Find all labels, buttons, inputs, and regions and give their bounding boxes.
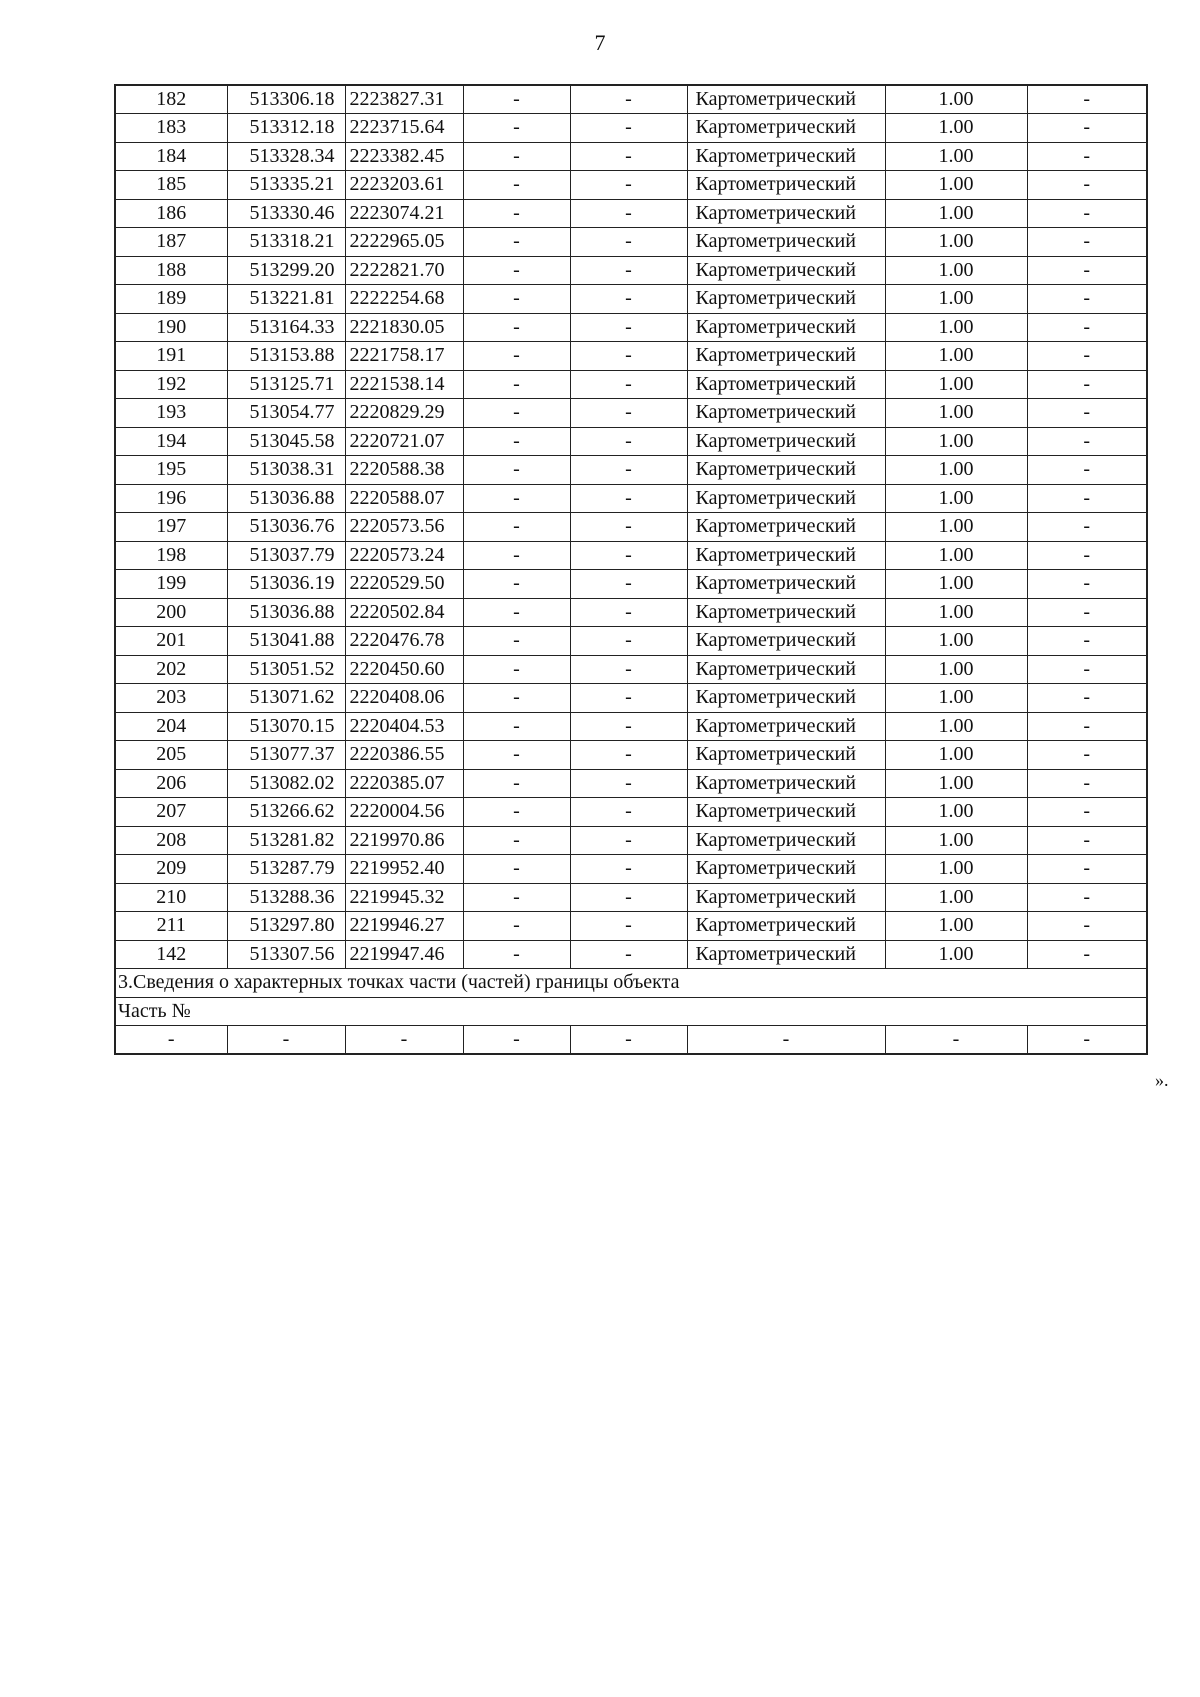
table-row: [115, 199, 1147, 228]
method-cell: Картометрический: [687, 484, 885, 513]
y-coordinate-cell: 2220404.53: [345, 712, 463, 741]
y-coordinate-cell: 2219946.27: [345, 912, 463, 941]
table-row: [115, 798, 1147, 827]
y-existing-cell: -: [570, 627, 687, 656]
method-cell: Картометрический: [687, 370, 885, 399]
method-cell: Картометрический: [687, 313, 885, 342]
x-existing-cell: -: [463, 798, 570, 827]
y-existing-cell: -: [570, 912, 687, 941]
point-number-cell: 192: [115, 370, 227, 399]
accuracy-cell: 1.00: [885, 85, 1027, 114]
y-coordinate-cell: 2220573.56: [345, 513, 463, 542]
accuracy-cell: 1.00: [885, 342, 1027, 371]
point-number-cell: 206: [115, 769, 227, 798]
description-cell: -: [1027, 456, 1147, 485]
x-coordinate-cell: 513054.77: [227, 399, 345, 428]
method-cell: Картометрический: [687, 912, 885, 941]
description-cell: -: [1027, 598, 1147, 627]
table-row: [115, 171, 1147, 200]
point-number-cell: 199: [115, 570, 227, 599]
y-coordinate-cell: 2223382.45: [345, 142, 463, 171]
table-row: [115, 427, 1147, 456]
y-coordinate-cell: 2220386.55: [345, 741, 463, 770]
accuracy-cell: 1.00: [885, 826, 1027, 855]
y-existing-cell: -: [570, 883, 687, 912]
description-cell: -: [1027, 228, 1147, 257]
x-coordinate-cell: 513164.33: [227, 313, 345, 342]
method-cell: Картометрический: [687, 684, 885, 713]
accuracy-cell: 1.00: [885, 513, 1027, 542]
x-coordinate-cell: 513330.46: [227, 199, 345, 228]
x-existing-cell: -: [463, 769, 570, 798]
y-coordinate-cell: 2223074.21: [345, 199, 463, 228]
y-existing-cell: -: [570, 684, 687, 713]
x-existing-cell: -: [463, 741, 570, 770]
description-cell: -: [1027, 855, 1147, 884]
accuracy-cell: 1.00: [885, 570, 1027, 599]
y-coordinate-cell: 2219947.46: [345, 940, 463, 969]
table-row: [115, 598, 1147, 627]
method-cell: Картометрический: [687, 285, 885, 314]
x-coordinate-cell: 513125.71: [227, 370, 345, 399]
description-cell: -: [1027, 370, 1147, 399]
description-cell: -: [1027, 256, 1147, 285]
point-number-cell: 186: [115, 199, 227, 228]
table-row: [115, 85, 1147, 114]
y-coordinate-cell: 2222965.05: [345, 228, 463, 257]
point-number-cell: 184: [115, 142, 227, 171]
x-existing-cell: -: [463, 826, 570, 855]
y-existing-cell: -: [570, 199, 687, 228]
x-coordinate-cell: 513312.18: [227, 114, 345, 143]
point-number-cell: 211: [115, 912, 227, 941]
y-coordinate-cell: 2222821.70: [345, 256, 463, 285]
accuracy-cell: 1.00: [885, 541, 1027, 570]
x-coordinate-cell: 513036.88: [227, 484, 345, 513]
y-coordinate-cell: 2222254.68: [345, 285, 463, 314]
method-cell: Картометрический: [687, 513, 885, 542]
accuracy-cell: 1.00: [885, 855, 1027, 884]
y-coordinate-cell: 2220385.07: [345, 769, 463, 798]
x-coordinate-cell: 513071.62: [227, 684, 345, 713]
y-coordinate-cell: 2220573.24: [345, 541, 463, 570]
description-cell: -: [1027, 883, 1147, 912]
table-row: [115, 256, 1147, 285]
y-existing-cell: -: [570, 798, 687, 827]
y-existing-cell: -: [570, 399, 687, 428]
description-cell: -: [1027, 769, 1147, 798]
accuracy-cell: 1.00: [885, 684, 1027, 713]
method-cell: Картометрический: [687, 142, 885, 171]
table-row: [115, 769, 1147, 798]
accuracy-cell: 1.00: [885, 285, 1027, 314]
table-row: [115, 342, 1147, 371]
table-body: [115, 85, 1147, 1054]
method-cell: Картометрический: [687, 855, 885, 884]
x-coordinate-cell: 513038.31: [227, 456, 345, 485]
x-coordinate-cell: 513077.37: [227, 741, 345, 770]
part-number-label: Часть №: [115, 997, 1147, 1026]
y-coordinate-cell: 2219945.32: [345, 883, 463, 912]
method-cell: Картометрический: [687, 342, 885, 371]
empty-cell: -: [227, 1026, 345, 1055]
table-row: [115, 142, 1147, 171]
x-coordinate-cell: 513045.58: [227, 427, 345, 456]
method-cell: Картометрический: [687, 570, 885, 599]
x-existing-cell: -: [463, 199, 570, 228]
x-existing-cell: -: [463, 855, 570, 884]
x-existing-cell: -: [463, 256, 570, 285]
y-coordinate-cell: 2220588.38: [345, 456, 463, 485]
x-existing-cell: -: [463, 313, 570, 342]
description-cell: -: [1027, 940, 1147, 969]
accuracy-cell: 1.00: [885, 228, 1027, 257]
y-coordinate-cell: 2220721.07: [345, 427, 463, 456]
method-cell: Картометрический: [687, 114, 885, 143]
y-coordinate-cell: 2220502.84: [345, 598, 463, 627]
accuracy-cell: 1.00: [885, 171, 1027, 200]
x-coordinate-cell: 513037.79: [227, 541, 345, 570]
x-existing-cell: -: [463, 684, 570, 713]
accuracy-cell: 1.00: [885, 256, 1027, 285]
method-cell: Картометрический: [687, 798, 885, 827]
x-existing-cell: -: [463, 228, 570, 257]
y-existing-cell: -: [570, 855, 687, 884]
method-cell: Картометрический: [687, 741, 885, 770]
x-coordinate-cell: 513287.79: [227, 855, 345, 884]
method-cell: Картометрический: [687, 826, 885, 855]
method-cell: Картометрический: [687, 598, 885, 627]
method-cell: Картометрический: [687, 940, 885, 969]
y-coordinate-cell: 2221830.05: [345, 313, 463, 342]
method-cell: Картометрический: [687, 399, 885, 428]
accuracy-cell: 1.00: [885, 427, 1027, 456]
y-existing-cell: -: [570, 228, 687, 257]
x-coordinate-cell: 513306.18: [227, 85, 345, 114]
x-coordinate-cell: 513051.52: [227, 655, 345, 684]
part-label-row: [115, 997, 1147, 1026]
y-existing-cell: -: [570, 826, 687, 855]
x-existing-cell: -: [463, 655, 570, 684]
description-cell: -: [1027, 655, 1147, 684]
x-existing-cell: -: [463, 456, 570, 485]
description-cell: -: [1027, 85, 1147, 114]
point-number-cell: 200: [115, 598, 227, 627]
method-cell: Картометрический: [687, 883, 885, 912]
description-cell: -: [1027, 285, 1147, 314]
point-number-cell: 194: [115, 427, 227, 456]
table-row: [115, 855, 1147, 884]
y-coordinate-cell: 2220004.56: [345, 798, 463, 827]
point-number-cell: 203: [115, 684, 227, 713]
accuracy-cell: 1.00: [885, 313, 1027, 342]
empty-cell: -: [345, 1026, 463, 1055]
y-existing-cell: -: [570, 598, 687, 627]
description-cell: -: [1027, 513, 1147, 542]
description-cell: -: [1027, 627, 1147, 656]
table-row: [115, 456, 1147, 485]
table-row: [115, 114, 1147, 143]
description-cell: -: [1027, 741, 1147, 770]
accuracy-cell: 1.00: [885, 114, 1027, 143]
x-coordinate-cell: 513328.34: [227, 142, 345, 171]
y-existing-cell: -: [570, 85, 687, 114]
y-existing-cell: -: [570, 513, 687, 542]
point-number-cell: 202: [115, 655, 227, 684]
x-existing-cell: -: [463, 484, 570, 513]
accuracy-cell: 1.00: [885, 883, 1027, 912]
accuracy-cell: 1.00: [885, 598, 1027, 627]
x-existing-cell: -: [463, 85, 570, 114]
y-existing-cell: -: [570, 114, 687, 143]
point-number-cell: 208: [115, 826, 227, 855]
y-coordinate-cell: 2220408.06: [345, 684, 463, 713]
y-coordinate-cell: 2219952.40: [345, 855, 463, 884]
x-existing-cell: -: [463, 598, 570, 627]
method-cell: Картометрический: [687, 199, 885, 228]
x-existing-cell: -: [463, 912, 570, 941]
description-cell: -: [1027, 142, 1147, 171]
y-existing-cell: -: [570, 427, 687, 456]
table-row: [115, 912, 1147, 941]
x-existing-cell: -: [463, 541, 570, 570]
y-existing-cell: -: [570, 256, 687, 285]
table-row: [115, 826, 1147, 855]
point-number-cell: 197: [115, 513, 227, 542]
method-cell: Картометрический: [687, 456, 885, 485]
point-number-cell: 190: [115, 313, 227, 342]
description-cell: -: [1027, 912, 1147, 941]
x-existing-cell: -: [463, 285, 570, 314]
accuracy-cell: 1.00: [885, 940, 1027, 969]
accuracy-cell: 1.00: [885, 399, 1027, 428]
accuracy-cell: 1.00: [885, 484, 1027, 513]
x-existing-cell: -: [463, 712, 570, 741]
accuracy-cell: 1.00: [885, 199, 1027, 228]
accuracy-cell: 1.00: [885, 741, 1027, 770]
method-cell: Картометрический: [687, 427, 885, 456]
empty-cell: -: [687, 1026, 885, 1055]
x-coordinate-cell: 513221.81: [227, 285, 345, 314]
accuracy-cell: 1.00: [885, 655, 1027, 684]
x-coordinate-cell: 513297.80: [227, 912, 345, 941]
x-coordinate-cell: 513036.19: [227, 570, 345, 599]
accuracy-cell: 1.00: [885, 456, 1027, 485]
description-cell: -: [1027, 541, 1147, 570]
y-existing-cell: -: [570, 142, 687, 171]
method-cell: Картометрический: [687, 627, 885, 656]
section-title-row: [115, 969, 1147, 998]
method-cell: Картометрический: [687, 541, 885, 570]
accuracy-cell: 1.00: [885, 712, 1027, 741]
y-coordinate-cell: 2220450.60: [345, 655, 463, 684]
method-cell: Картометрический: [687, 228, 885, 257]
y-coordinate-cell: 2220588.07: [345, 484, 463, 513]
y-coordinate-cell: 2223827.31: [345, 85, 463, 114]
page-number: 7: [594, 30, 606, 55]
description-cell: -: [1027, 427, 1147, 456]
coordinates-table: [114, 84, 1148, 1055]
x-coordinate-cell: 513266.62: [227, 798, 345, 827]
table-row: [115, 684, 1147, 713]
y-coordinate-cell: 2220476.78: [345, 627, 463, 656]
x-coordinate-cell: 513318.21: [227, 228, 345, 257]
x-existing-cell: -: [463, 171, 570, 200]
point-number-cell: 207: [115, 798, 227, 827]
y-existing-cell: -: [570, 313, 687, 342]
y-coordinate-cell: 2219970.86: [345, 826, 463, 855]
point-number-cell: 187: [115, 228, 227, 257]
table-row: [115, 484, 1147, 513]
x-coordinate-cell: 513082.02: [227, 769, 345, 798]
description-cell: -: [1027, 342, 1147, 371]
point-number-cell: 209: [115, 855, 227, 884]
y-coordinate-cell: 2220829.29: [345, 399, 463, 428]
description-cell: -: [1027, 712, 1147, 741]
table-row: [115, 940, 1147, 969]
method-cell: Картометрический: [687, 769, 885, 798]
point-number-cell: 183: [115, 114, 227, 143]
x-coordinate-cell: 513299.20: [227, 256, 345, 285]
point-number-cell: 182: [115, 85, 227, 114]
table-row: [115, 570, 1147, 599]
point-number-cell: 142: [115, 940, 227, 969]
point-number-cell: 204: [115, 712, 227, 741]
y-existing-cell: -: [570, 342, 687, 371]
point-number-cell: 196: [115, 484, 227, 513]
empty-cell: -: [570, 1026, 687, 1055]
x-existing-cell: -: [463, 114, 570, 143]
table-row: [115, 313, 1147, 342]
point-number-cell: 201: [115, 627, 227, 656]
x-coordinate-cell: 513307.56: [227, 940, 345, 969]
table-row: [115, 285, 1147, 314]
y-existing-cell: -: [570, 370, 687, 399]
x-coordinate-cell: 513036.76: [227, 513, 345, 542]
x-existing-cell: -: [463, 370, 570, 399]
table-row: [115, 541, 1147, 570]
table-row: [115, 370, 1147, 399]
closing-quote-mark: ».: [1155, 1070, 1169, 1090]
description-cell: -: [1027, 570, 1147, 599]
point-number-cell: 193: [115, 399, 227, 428]
x-existing-cell: -: [463, 940, 570, 969]
accuracy-cell: 1.00: [885, 142, 1027, 171]
description-cell: -: [1027, 114, 1147, 143]
y-existing-cell: -: [570, 456, 687, 485]
y-existing-cell: -: [570, 712, 687, 741]
y-coordinate-cell: 2223715.64: [345, 114, 463, 143]
empty-cell: -: [463, 1026, 570, 1055]
x-existing-cell: -: [463, 513, 570, 542]
x-coordinate-cell: 513036.88: [227, 598, 345, 627]
x-coordinate-cell: 513070.15: [227, 712, 345, 741]
empty-cell: -: [1027, 1026, 1147, 1055]
y-existing-cell: -: [570, 570, 687, 599]
accuracy-cell: 1.00: [885, 769, 1027, 798]
point-number-cell: 189: [115, 285, 227, 314]
table-row: [115, 228, 1147, 257]
x-existing-cell: -: [463, 883, 570, 912]
y-existing-cell: -: [570, 940, 687, 969]
method-cell: Картометрический: [687, 655, 885, 684]
table-row: [115, 712, 1147, 741]
y-existing-cell: -: [570, 285, 687, 314]
table-row: [115, 399, 1147, 428]
table-row: [115, 741, 1147, 770]
description-cell: -: [1027, 399, 1147, 428]
method-cell: Картометрический: [687, 85, 885, 114]
table-row: [115, 655, 1147, 684]
y-existing-cell: -: [570, 741, 687, 770]
y-existing-cell: -: [570, 655, 687, 684]
accuracy-cell: 1.00: [885, 627, 1027, 656]
x-coordinate-cell: 513041.88: [227, 627, 345, 656]
point-number-cell: 191: [115, 342, 227, 371]
x-coordinate-cell: 513281.82: [227, 826, 345, 855]
y-existing-cell: -: [570, 171, 687, 200]
table-row: [115, 627, 1147, 656]
x-existing-cell: -: [463, 570, 570, 599]
point-number-cell: 195: [115, 456, 227, 485]
description-cell: -: [1027, 199, 1147, 228]
point-number-cell: 205: [115, 741, 227, 770]
y-existing-cell: -: [570, 769, 687, 798]
section-title: 3.Сведения о характерных точках части (частей) границы объекта: [115, 969, 1147, 998]
method-cell: Картометрический: [687, 256, 885, 285]
y-coordinate-cell: 2220529.50: [345, 570, 463, 599]
description-cell: -: [1027, 684, 1147, 713]
x-coordinate-cell: 513335.21: [227, 171, 345, 200]
method-cell: Картометрический: [687, 171, 885, 200]
x-existing-cell: -: [463, 627, 570, 656]
x-existing-cell: -: [463, 427, 570, 456]
empty-cell: -: [885, 1026, 1027, 1055]
accuracy-cell: 1.00: [885, 798, 1027, 827]
description-cell: -: [1027, 171, 1147, 200]
description-cell: -: [1027, 826, 1147, 855]
y-coordinate-cell: 2221758.17: [345, 342, 463, 371]
method-cell: Картометрический: [687, 712, 885, 741]
y-coordinate-cell: 2221538.14: [345, 370, 463, 399]
accuracy-cell: 1.00: [885, 912, 1027, 941]
table-row: [115, 883, 1147, 912]
empty-part-row: [115, 1026, 1147, 1055]
description-cell: -: [1027, 798, 1147, 827]
table-row: [115, 513, 1147, 542]
description-cell: -: [1027, 484, 1147, 513]
x-existing-cell: -: [463, 399, 570, 428]
y-coordinate-cell: 2223203.61: [345, 171, 463, 200]
x-existing-cell: -: [463, 142, 570, 171]
point-number-cell: 210: [115, 883, 227, 912]
accuracy-cell: 1.00: [885, 370, 1027, 399]
x-coordinate-cell: 513153.88: [227, 342, 345, 371]
point-number-cell: 188: [115, 256, 227, 285]
point-number-cell: 198: [115, 541, 227, 570]
description-cell: -: [1027, 313, 1147, 342]
y-existing-cell: -: [570, 541, 687, 570]
y-existing-cell: -: [570, 484, 687, 513]
empty-cell: -: [115, 1026, 227, 1055]
x-coordinate-cell: 513288.36: [227, 883, 345, 912]
point-number-cell: 185: [115, 171, 227, 200]
x-existing-cell: -: [463, 342, 570, 371]
